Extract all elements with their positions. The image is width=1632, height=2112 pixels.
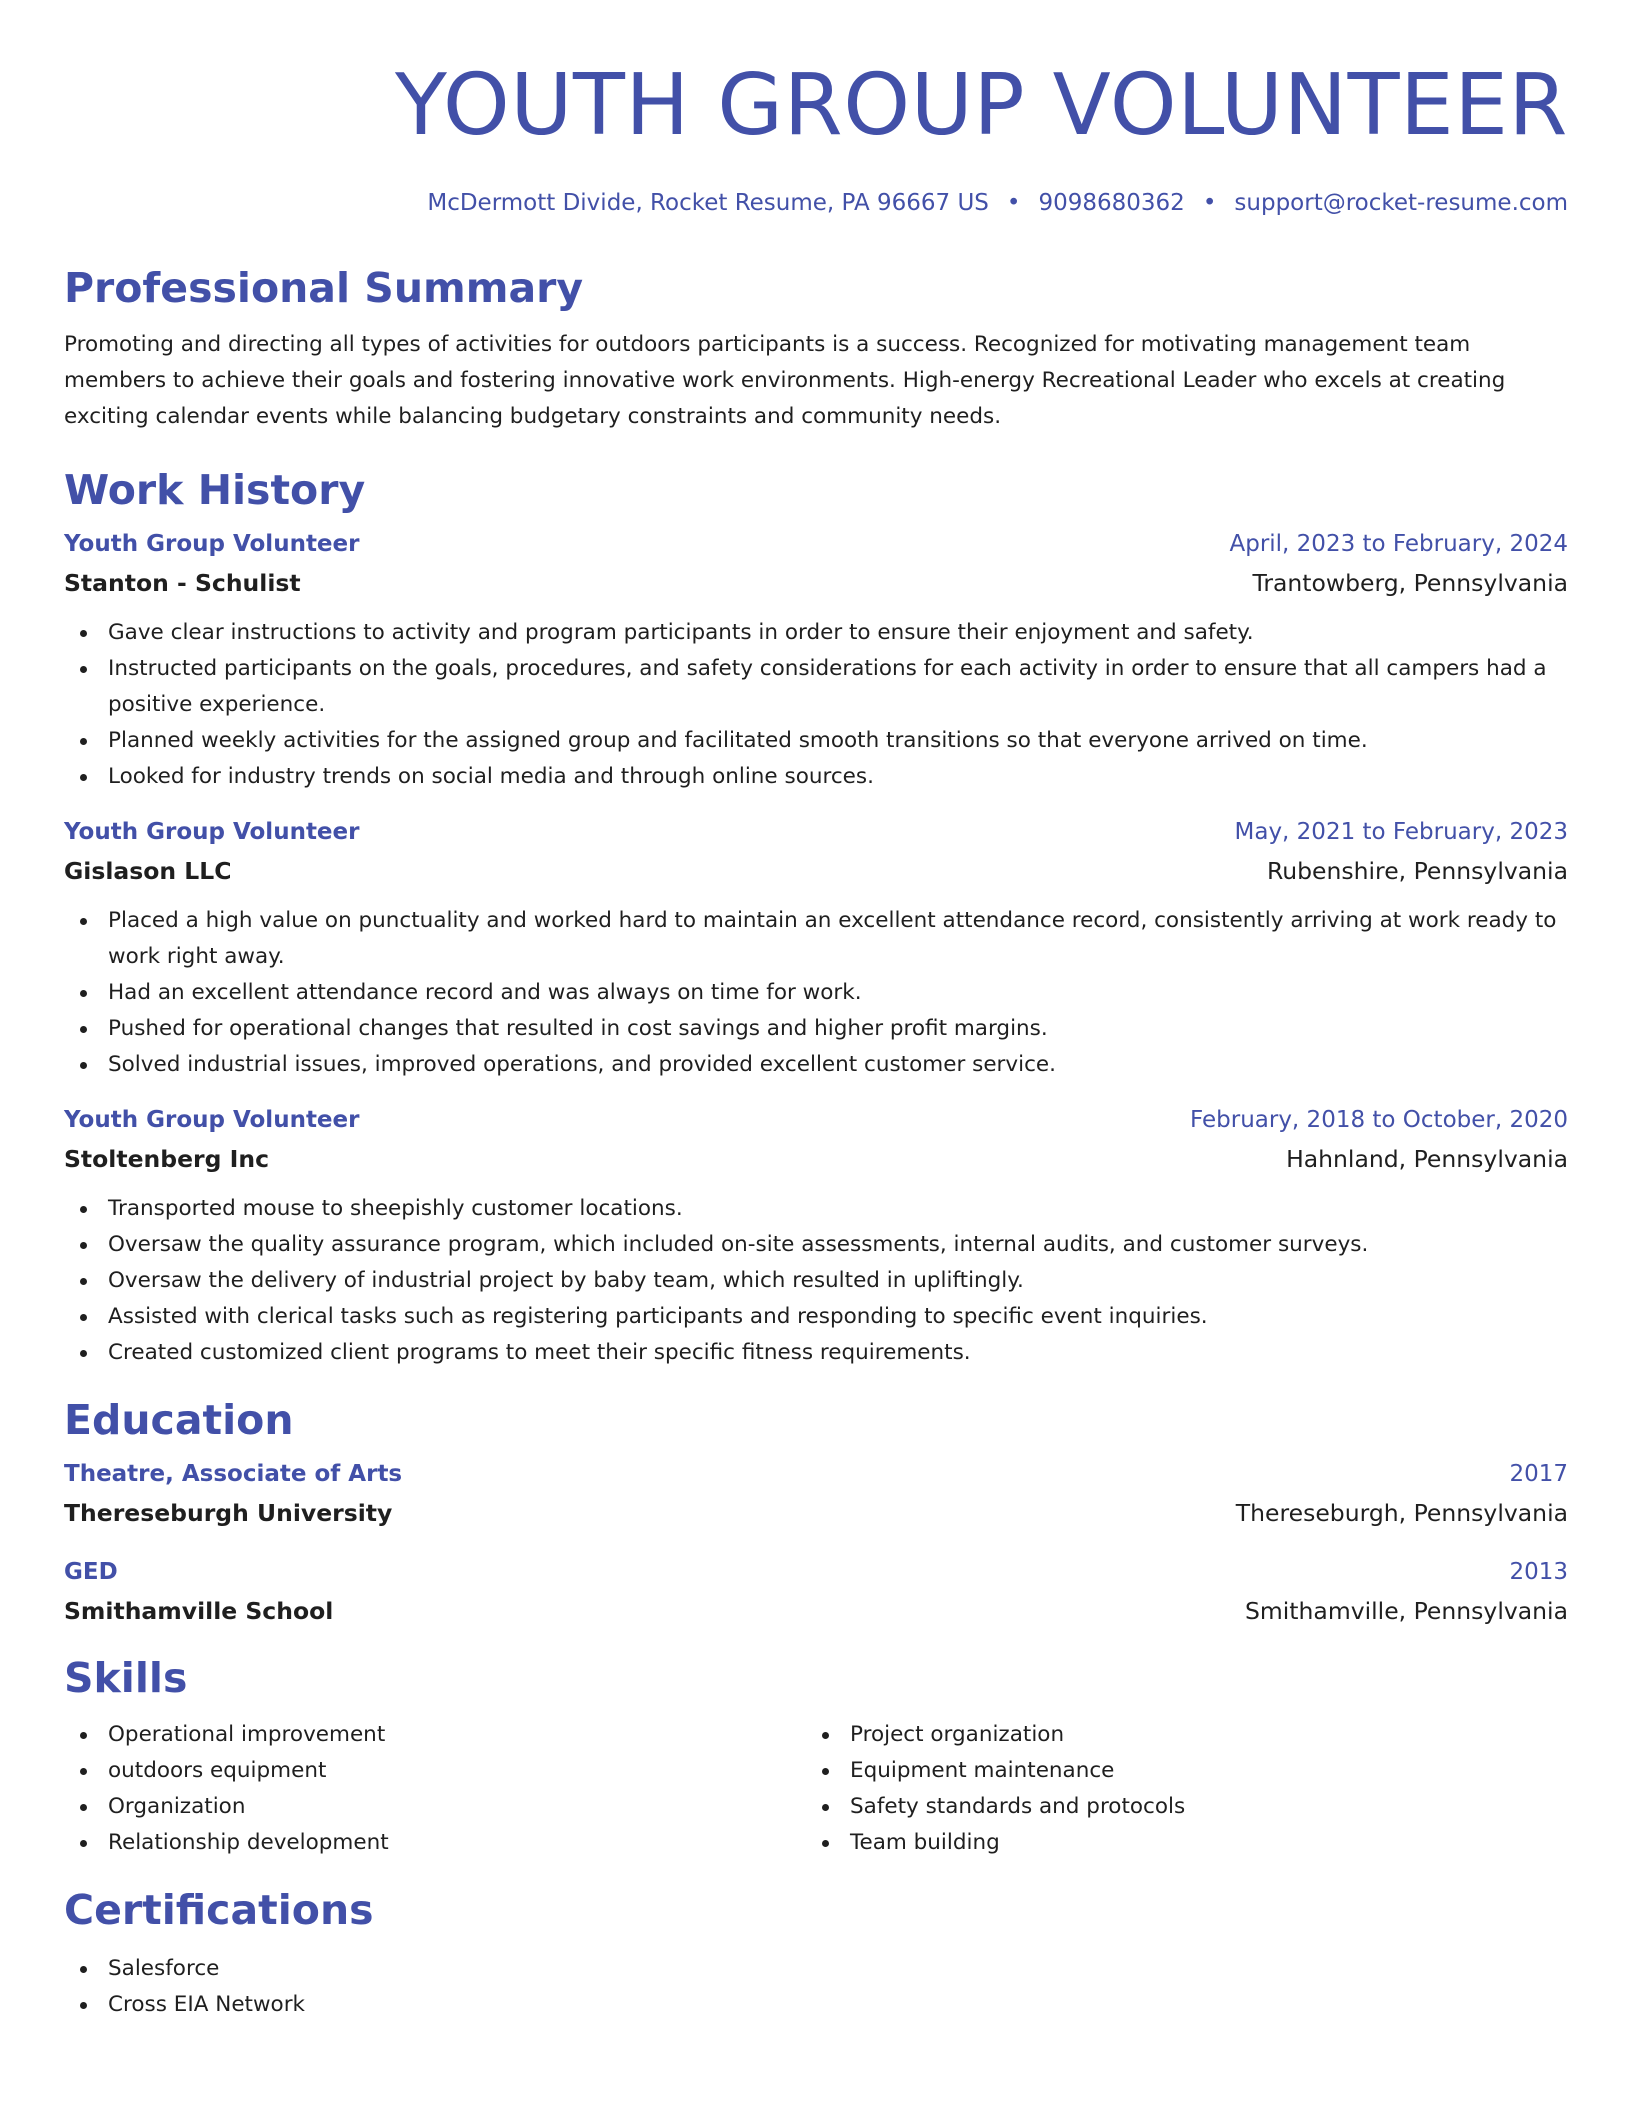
list-item: Assisted with clerical tasks such as registering participants and responding to specific event inquiries. [64,1299,1568,1335]
list-item: Created customized client programs to meet their specific fitness requirements. [64,1335,1568,1371]
list-item: Cross EIA Network [64,1987,1568,2023]
job-bullets [64,1191,1568,1371]
job-company: Stanton - Schulist [64,569,301,597]
job-header-row [64,1105,1568,1135]
contact-line [64,188,1568,218]
job-location: Rubenshire, Pennsylvania [1266,857,1568,885]
resume-page [64,0,1568,2023]
job-location: Hahnland, Pennsylvania [1286,1145,1568,1173]
job-dates: April, 2023 to February, 2024 [1229,531,1568,557]
skills-list-right [806,1717,1548,1861]
list-item: Operational improvement [64,1717,806,1753]
education-header-row [64,1557,1568,1587]
job-header-row [64,817,1568,847]
certifications-heading: Certifications [64,1886,374,1934]
education-org-row [64,1497,1568,1529]
skills-heading: Skills [64,1654,188,1702]
job-dates: May, 2021 to February, 2023 [1234,819,1568,845]
job-org-row [64,1143,1568,1175]
job-entry [64,817,1568,1083]
skills-list-left [64,1717,806,1861]
list-item: Transported mouse to sheepishly customer locations. [64,1191,1568,1227]
list-item: Team building [806,1825,1548,1861]
education-entry [64,1557,1568,1627]
list-item: Looked for industry trends on social media and through online sources. [64,759,1568,795]
education-degree: GED [64,1559,118,1585]
list-item: Organization [64,1789,806,1825]
job-org-row [64,855,1568,887]
job-header-row [64,529,1568,559]
education-location: Smithamville, Pennsylvania [1244,1597,1568,1625]
work-history-list [64,529,1568,1371]
education-degree: Theatre, Associate of Arts [64,1461,403,1487]
job-role: Youth Group Volunteer [64,531,360,557]
list-item: outdoors equipment [64,1753,806,1789]
contact-separator: • [1006,190,1021,216]
job-role: Youth Group Volunteer [64,819,360,845]
summary-heading: Professional Summary [64,264,584,312]
job-role: Youth Group Volunteer [64,1107,360,1133]
job-company: Stoltenberg Inc [64,1145,270,1173]
list-item: Instructed participants on the goals, procedures, and safety considerations for each activity in order to ensure that all campers had a positive experience. [64,651,1568,723]
list-item: Solved industrial issues, improved operations, and provided excellent customer service. [64,1047,1568,1083]
list-item: Had an excellent attendance record and was always on time for work. [64,975,1568,1011]
education-year: 2013 [1509,1559,1568,1585]
education-year: 2017 [1509,1461,1568,1487]
list-item: Relationship development [64,1825,806,1861]
skills-columns [64,1717,1568,1861]
job-org-row [64,567,1568,599]
contact-separator: • [1202,190,1217,216]
job-location: Trantowberg, Pennsylvania [1252,569,1568,597]
list-item: Equipment maintenance [806,1753,1548,1789]
list-item: Project organization [806,1717,1548,1753]
education-school: Smithamville School [64,1597,334,1625]
job-bullets [64,903,1568,1083]
list-item: Pushed for operational changes that resulted in cost savings and higher profit margins. [64,1011,1568,1047]
education-heading: Education [64,1396,294,1444]
education-list [64,1459,1568,1627]
candidate-name: YOUTH GROUP VOLUNTEER [395,56,1568,155]
list-item: Planned weekly activities for the assigned group and facilitated smooth transitions so that everyone arrived on time. [64,723,1568,759]
certifications-list [64,1951,1568,2023]
list-item: Salesforce [64,1951,1568,1987]
list-item: Placed a high value on punctuality and worked hard to maintain an excellent attendance record, consistently arriving at work ready to work right away. [64,903,1568,975]
education-school: Thereseburgh University [64,1499,393,1527]
contact-email: support@rocket-resume.com [1234,190,1568,216]
education-org-row [64,1595,1568,1627]
list-item: Gave clear instructions to activity and program participants in order to ensure their enjoyment and safety. [64,615,1568,651]
list-item: Oversaw the quality assurance program, which included on-site assessments, internal audits, and customer surveys. [64,1227,1568,1263]
summary-text: Promoting and directing all types of activities for outdoors participants is a success. Recognized for motivating management team members to achieve their goals and fostering innovative work environments. High-energy Recreational Leader who excels at creating exciting calendar events while balancing budgetary constraints and community needs. [64,332,1506,429]
education-header-row [64,1459,1568,1489]
contact-phone: 9098680362 [1038,190,1185,216]
job-bullets [64,615,1568,795]
education-entry [64,1459,1568,1529]
contact-address: McDermott Divide, Rocket Resume, PA 96667 US [427,190,989,216]
list-item: Oversaw the delivery of industrial project by baby team, which resulted in upliftingly. [64,1263,1568,1299]
job-dates: February, 2018 to October, 2020 [1190,1107,1568,1133]
education-location: Thereseburgh, Pennsylvania [1235,1499,1568,1527]
list-item: Safety standards and protocols [806,1789,1548,1825]
job-entry [64,529,1568,795]
work-history-heading: Work History [64,466,366,514]
job-entry [64,1105,1568,1371]
job-company: Gislason LLC [64,857,232,885]
